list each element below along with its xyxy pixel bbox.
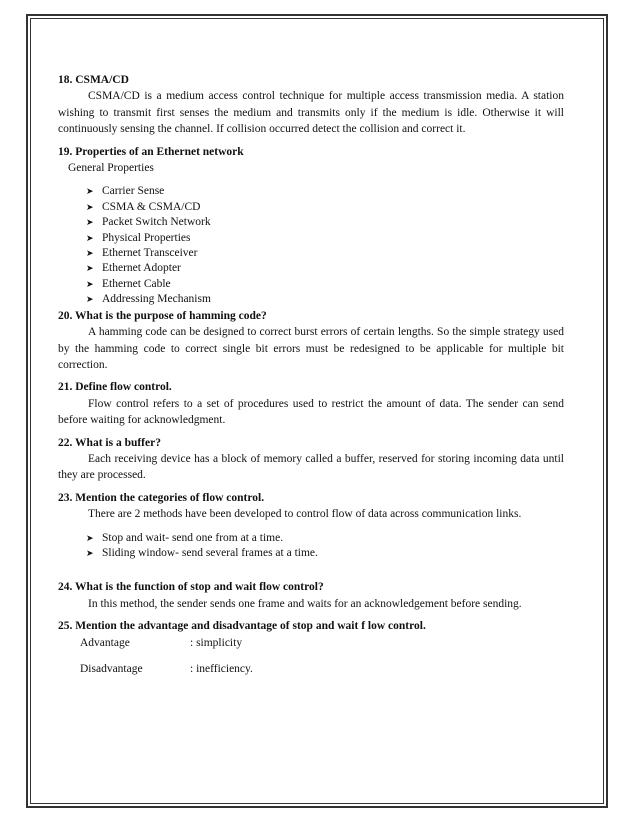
document-content bbox=[58, 72, 564, 677]
section-title: 25. Mention the advantage and disadvantage of stop and wait f low control. bbox=[58, 620, 426, 633]
list-item: ➤ Stop and wait- send one from at a time. bbox=[86, 531, 564, 546]
disadvantage-row bbox=[58, 661, 564, 677]
arrow-bullet-icon: ➤ bbox=[86, 233, 94, 244]
disadvantage-value: : inefficiency. bbox=[190, 663, 253, 675]
section-text: Each receiving device has a block of memory called a buffer, reserved for storing incoming data until they are processed. bbox=[58, 452, 564, 482]
section-text: Flow control refers to a set of procedures used to restrict the amount of data. The sender can send before waiting for acknowledgment. bbox=[58, 397, 564, 427]
flow-control-list bbox=[58, 531, 564, 562]
section-21 bbox=[58, 379, 564, 428]
section-20 bbox=[58, 308, 564, 374]
list-item: ➤ Ethernet Transceiver bbox=[86, 246, 564, 261]
arrow-bullet-icon: ➤ bbox=[86, 249, 94, 260]
arrow-bullet-icon: ➤ bbox=[86, 218, 94, 229]
advantage-value: : simplicity bbox=[190, 636, 243, 649]
section-title: 23. Mention the categories of flow control. bbox=[58, 491, 265, 504]
section-text: CSMA/CD is a medium access control technique for multiple access transmission media. A station wishing to transmit first senses the medium and transmits only if the medium is idle. Otherwise it will continuously sensing the channel. If collision occurred detect the collision and correct it. bbox=[58, 90, 564, 136]
section-title: 18. CSMA/CD bbox=[58, 74, 129, 86]
properties-list bbox=[58, 184, 564, 307]
section-24 bbox=[58, 579, 564, 612]
list-item: ➤ Carrier Sense bbox=[86, 184, 564, 199]
list-item: ➤ Physical Properties bbox=[86, 231, 564, 246]
list-item: ➤ Ethernet Adopter bbox=[86, 261, 564, 276]
list-item: ➤ Addressing Mechanism bbox=[86, 292, 564, 307]
section-19 bbox=[58, 144, 564, 308]
advantage-label: Advantage bbox=[80, 636, 130, 649]
arrow-bullet-icon: ➤ bbox=[86, 264, 94, 275]
section-title: 21. Define flow control. bbox=[58, 381, 172, 394]
section-title: 20. What is the purpose of hamming code? bbox=[58, 309, 267, 322]
arrow-bullet-icon: ➤ bbox=[86, 279, 94, 290]
section-22 bbox=[58, 435, 564, 484]
section-subtitle: General Properties bbox=[68, 162, 154, 175]
section-text: In this method, the sender sends one frame and waits for an acknowledgement before sending. bbox=[88, 597, 522, 610]
list-item: ➤ Ethernet Cable bbox=[86, 277, 564, 292]
section-title: 22. What is a buffer? bbox=[58, 436, 161, 449]
list-item: ➤ Packet Switch Network bbox=[86, 215, 564, 230]
section-title: 24. What is the function of stop and wait flow control? bbox=[58, 581, 324, 594]
arrow-bullet-icon: ➤ bbox=[86, 548, 94, 559]
section-18 bbox=[58, 72, 564, 138]
arrow-bullet-icon: ➤ bbox=[86, 295, 94, 306]
arrow-bullet-icon: ➤ bbox=[86, 533, 94, 544]
section-25 bbox=[58, 618, 564, 677]
section-text: There are 2 methods have been developed to control flow of data across communication links. bbox=[88, 508, 522, 521]
arrow-bullet-icon: ➤ bbox=[86, 187, 94, 198]
advantage-row bbox=[58, 635, 564, 651]
arrow-bullet-icon: ➤ bbox=[86, 202, 94, 213]
disadvantage-label: Disadvantage bbox=[80, 663, 143, 675]
section-title: 19. Properties of an Ethernet network bbox=[58, 145, 244, 158]
list-item: ➤ Sliding window- send several frames at a time. bbox=[86, 546, 564, 561]
section-text: A hamming code can be designed to correct burst errors of certain lengths. So the simple strategy used by the hamming code to correct single bit errors must be redesigned to be applicable for multiple bit correction. bbox=[58, 326, 564, 371]
list-item: ➤ CSMA & CSMA/CD bbox=[86, 200, 564, 215]
section-23 bbox=[58, 490, 564, 562]
